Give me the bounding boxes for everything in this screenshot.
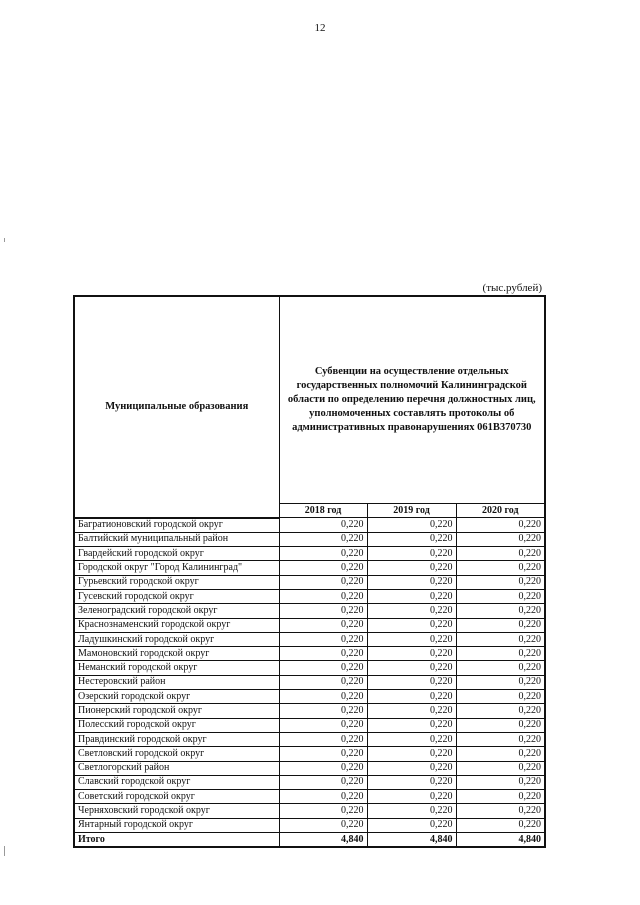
value-cell: 0,220 bbox=[367, 589, 456, 603]
value-cell: 0,220 bbox=[456, 518, 545, 533]
table-row bbox=[74, 604, 545, 618]
table-row bbox=[74, 790, 545, 804]
municipality-name: Городской округ "Город Калининград" bbox=[74, 561, 279, 575]
value-cell: 0,220 bbox=[367, 604, 456, 618]
municipality-name: Советский городской округ bbox=[74, 790, 279, 804]
scan-edge-mark bbox=[4, 846, 5, 856]
table-row bbox=[74, 532, 545, 546]
value-cell: 0,220 bbox=[456, 575, 545, 589]
table-row bbox=[74, 718, 545, 732]
municipality-name: Багратионовский городской округ bbox=[74, 518, 279, 533]
value-cell: 0,220 bbox=[367, 618, 456, 632]
value-cell: 0,220 bbox=[367, 747, 456, 761]
table-row bbox=[74, 775, 545, 789]
value-cell: 0,220 bbox=[456, 532, 545, 546]
municipality-name: Полесский городской округ bbox=[74, 718, 279, 732]
value-cell: 0,220 bbox=[456, 775, 545, 789]
value-cell: 0,220 bbox=[456, 589, 545, 603]
value-cell: 0,220 bbox=[279, 661, 367, 675]
subvention-column-header: Субвенции на осуществление отдельных государственных полномочий Калининградской области по определению перечня должностных лиц, уполномоченных составлять протоколы об административных правонарушениях 061В370730 bbox=[279, 296, 545, 504]
value-cell: 0,220 bbox=[367, 718, 456, 732]
value-cell: 0,220 bbox=[456, 647, 545, 661]
municipality-name: Ладушкинский городской округ bbox=[74, 632, 279, 646]
subvention-table bbox=[73, 295, 546, 848]
year-header-2020: 2020 год bbox=[456, 504, 545, 518]
value-cell: 0,220 bbox=[279, 690, 367, 704]
municipality-name: Янтарный городской округ bbox=[74, 818, 279, 832]
value-cell: 4,840 bbox=[279, 833, 367, 848]
value-cell: 0,220 bbox=[367, 775, 456, 789]
municipality-name: Гусевский городской округ bbox=[74, 589, 279, 603]
value-cell: 0,220 bbox=[367, 561, 456, 575]
value-cell: 4,840 bbox=[456, 833, 545, 848]
municipality-column-header: Муниципальные образования bbox=[74, 296, 279, 518]
value-cell: 0,220 bbox=[367, 575, 456, 589]
value-cell: 0,220 bbox=[367, 632, 456, 646]
total-row bbox=[74, 833, 545, 848]
page-number: 12 bbox=[314, 22, 326, 34]
value-cell: 0,220 bbox=[367, 675, 456, 689]
value-cell: 0,220 bbox=[456, 675, 545, 689]
value-cell: 0,220 bbox=[279, 818, 367, 832]
municipality-name: Озерский городской округ bbox=[74, 690, 279, 704]
table-row bbox=[74, 589, 545, 603]
value-cell: 0,220 bbox=[367, 518, 456, 533]
value-cell: 0,220 bbox=[279, 790, 367, 804]
value-cell: 0,220 bbox=[456, 761, 545, 775]
value-cell: 0,220 bbox=[367, 790, 456, 804]
municipality-name: Гурьевский городской округ bbox=[74, 575, 279, 589]
table-row bbox=[74, 818, 545, 832]
table-row bbox=[74, 632, 545, 646]
table-body bbox=[74, 518, 545, 848]
value-cell: 0,220 bbox=[279, 532, 367, 546]
value-cell: 4,840 bbox=[367, 833, 456, 848]
value-cell: 0,220 bbox=[456, 618, 545, 632]
table-row bbox=[74, 661, 545, 675]
value-cell: 0,220 bbox=[367, 761, 456, 775]
table-row bbox=[74, 690, 545, 704]
scan-edge-mark bbox=[4, 238, 5, 242]
municipality-name: Гвардейский городской округ bbox=[74, 547, 279, 561]
value-cell: 0,220 bbox=[456, 632, 545, 646]
value-cell: 0,220 bbox=[279, 675, 367, 689]
value-cell: 0,220 bbox=[279, 732, 367, 746]
year-header-2019: 2019 год bbox=[367, 504, 456, 518]
total-label: Итого bbox=[74, 833, 279, 848]
value-cell: 0,220 bbox=[456, 547, 545, 561]
value-cell: 0,220 bbox=[456, 690, 545, 704]
municipality-name: Пионерский городской округ bbox=[74, 704, 279, 718]
value-cell: 0,220 bbox=[456, 818, 545, 832]
value-cell: 0,220 bbox=[456, 804, 545, 818]
table-row bbox=[74, 747, 545, 761]
value-cell: 0,220 bbox=[279, 804, 367, 818]
value-cell: 0,220 bbox=[279, 704, 367, 718]
table-row bbox=[74, 804, 545, 818]
value-cell: 0,220 bbox=[456, 604, 545, 618]
table-row bbox=[74, 675, 545, 689]
table-row bbox=[74, 547, 545, 561]
value-cell: 0,220 bbox=[367, 732, 456, 746]
value-cell: 0,220 bbox=[367, 704, 456, 718]
value-cell: 0,220 bbox=[456, 561, 545, 575]
value-cell: 0,220 bbox=[367, 661, 456, 675]
value-cell: 0,220 bbox=[279, 647, 367, 661]
value-cell: 0,220 bbox=[279, 632, 367, 646]
value-cell: 0,220 bbox=[456, 661, 545, 675]
municipality-name: Зеленоградский городской округ bbox=[74, 604, 279, 618]
table-row bbox=[74, 732, 545, 746]
value-cell: 0,220 bbox=[367, 690, 456, 704]
value-cell: 0,220 bbox=[279, 718, 367, 732]
table-row bbox=[74, 618, 545, 632]
value-cell: 0,220 bbox=[279, 589, 367, 603]
value-cell: 0,220 bbox=[279, 761, 367, 775]
municipality-name: Светловский городской округ bbox=[74, 747, 279, 761]
value-cell: 0,220 bbox=[367, 532, 456, 546]
units-label: (тыс.рублей) bbox=[482, 282, 542, 294]
municipality-name: Краснознаменский городской округ bbox=[74, 618, 279, 632]
municipality-name: Мамоновский городской округ bbox=[74, 647, 279, 661]
value-cell: 0,220 bbox=[279, 547, 367, 561]
municipality-name: Правдинский городской округ bbox=[74, 732, 279, 746]
value-cell: 0,220 bbox=[279, 604, 367, 618]
municipality-name: Черняховский городской округ bbox=[74, 804, 279, 818]
table-row bbox=[74, 704, 545, 718]
table-row bbox=[74, 575, 545, 589]
municipality-name: Нестеровский район bbox=[74, 675, 279, 689]
value-cell: 0,220 bbox=[367, 818, 456, 832]
value-cell: 0,220 bbox=[456, 704, 545, 718]
value-cell: 0,220 bbox=[367, 647, 456, 661]
value-cell: 0,220 bbox=[456, 718, 545, 732]
table-row bbox=[74, 561, 545, 575]
value-cell: 0,220 bbox=[367, 804, 456, 818]
value-cell: 0,220 bbox=[456, 732, 545, 746]
year-header-2018: 2018 год bbox=[279, 504, 367, 518]
municipality-name: Неманский городской округ bbox=[74, 661, 279, 675]
value-cell: 0,220 bbox=[279, 561, 367, 575]
value-cell: 0,220 bbox=[456, 747, 545, 761]
table-row bbox=[74, 647, 545, 661]
value-cell: 0,220 bbox=[279, 518, 367, 533]
value-cell: 0,220 bbox=[279, 775, 367, 789]
value-cell: 0,220 bbox=[279, 618, 367, 632]
municipality-name: Славский городской округ bbox=[74, 775, 279, 789]
table-row bbox=[74, 761, 545, 775]
value-cell: 0,220 bbox=[367, 547, 456, 561]
municipality-name: Светлогорский район bbox=[74, 761, 279, 775]
value-cell: 0,220 bbox=[456, 790, 545, 804]
municipality-name: Балтийский муниципальный район bbox=[74, 532, 279, 546]
value-cell: 0,220 bbox=[279, 747, 367, 761]
header-row bbox=[74, 296, 545, 504]
value-cell: 0,220 bbox=[279, 575, 367, 589]
table-row bbox=[74, 518, 545, 533]
